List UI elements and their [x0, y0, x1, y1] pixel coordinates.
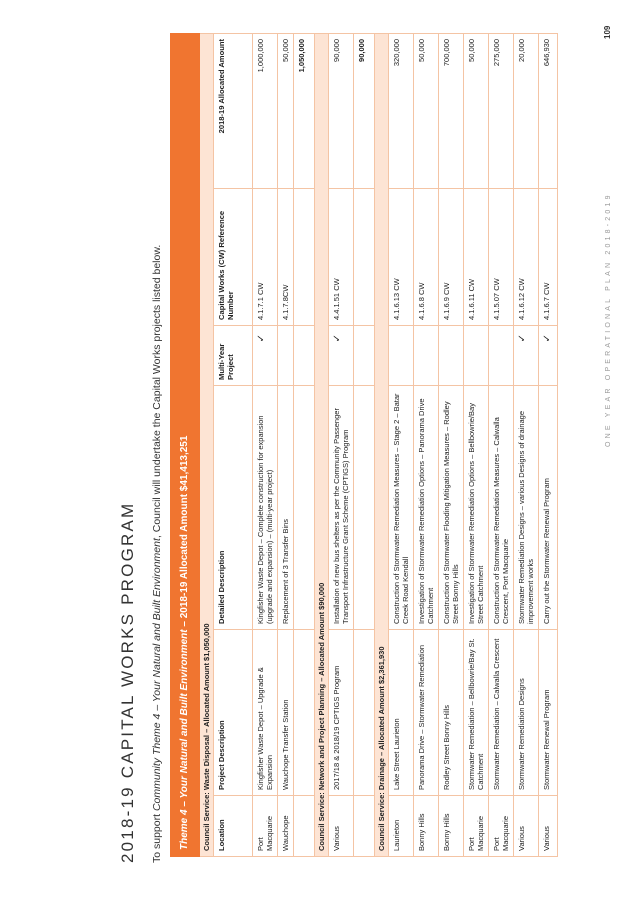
table-row: Various Stormwater Remediation Designs Stormwater Remediation Designs – various Designs of drainage improvement works ✓ 4.1.6.12 CW 20,000: [514, 33, 539, 856]
table-row: Port Macquarie Stormwater Remediation – Calwalla Crescent Construction of Stormwater Remediation Measures – Calwalla Crescent, Port Macquarie 4.1.5.07 CW 275,000: [489, 33, 514, 856]
page-title: 2018-19 CAPITAL WORKS PROGRAM: [118, 501, 137, 863]
table-row: Laurieton Lake Street Laurieton Construction of Stormwater Remediation Measures – Stage 2 – Batar Creek Road Kendall 4.1.6.13 CW 320,000: [389, 33, 414, 856]
col-detailed: Detailed Description: [214, 386, 253, 630]
page-number: 109: [603, 25, 612, 39]
check-icon: ✓: [539, 326, 558, 386]
col-amount: 2018-19 Allocated Amount: [214, 33, 253, 188]
subtotal-row: 90,000: [354, 33, 375, 856]
service-header: Council Service: Drainage – Allocated Amount $2,361,930: [375, 33, 389, 856]
capital-works-table: [170, 33, 558, 857]
service-header: Council Service: Waste Disposal – Allocated Amount $1,050,000: [200, 33, 214, 856]
col-location: Location: [214, 796, 253, 857]
theme-header: Theme 4 – Your Natural and Built Environment – 2018-19 Allocated Amount $41,413,251: [171, 33, 200, 856]
check-icon: ✓: [514, 326, 539, 386]
service-header: Council Service: Network and Project Planning – Allocated Amount $90,000: [315, 33, 329, 856]
col-project: Project Description: [214, 630, 253, 796]
table-row: Port Macquarie Stormwater Remediation – Bellbowrie/Bay St. Catchment Investigation of Stormwater Remediation Options – Bellbowrie/Bay Street Catchment 4.1.6.11 CW 50,000: [464, 33, 489, 856]
table-row: Bonny Hills Rodley Street Bonny Hills Construction of Stormwater Flooding Mitigation Measures – Rodley Street Bonny Hills 4.1.6.9 CW 700,000: [439, 33, 464, 856]
table-row: Bonny Hills Panorama Drive – Stormwater Remediation Investigation of Stormwater Remediation Options – Panorama Drive Catchment 4.1.6.8 CW 50,000: [414, 33, 439, 856]
table-row: Various 2017/18 & 2018/19 CPTIGS Program Installation of new bus shelters as per the Community Passenger Transport Infrastructure Grant Scheme (CPTIGS) Program ✓ 4.4.1.51 CW 90,000: [329, 33, 354, 856]
table-row: Port Macquarie Kingfisher Waste Depot – Upgrade & Expansion Kingfisher Waste Depot – Complete construction for expansion (upgrade and expansion) – (multi-year project) ✓ 4.1.7.1 CW 1,000,000: [253, 33, 278, 856]
column-headers: [214, 33, 253, 856]
table-row: Various Stormwater Renewal Program Carry out the Stormwater Renewal Program ✓ 4.1.6.7 CW 646,930: [539, 33, 558, 856]
footer-text: ONE YEAR OPERATIONAL PLAN 2018-2019: [605, 192, 612, 447]
check-icon: ✓: [253, 326, 278, 386]
subtotal-row: 1,050,000: [294, 33, 315, 856]
intro-text: To support Community Theme 4 – Your Natural and Built Environment, Council will undertake the Capital Works projects listed below.: [151, 244, 163, 863]
check-icon: ✓: [329, 326, 354, 386]
col-reference: Capital Works (CW) Reference Number: [214, 189, 253, 326]
col-multi-year: Multi-Year Project: [214, 326, 253, 386]
table-row: Wauchope Wauchope Transfer Station Replacement of 3 Transfer Bins 4.1.7.8CW 50,000: [278, 33, 294, 856]
